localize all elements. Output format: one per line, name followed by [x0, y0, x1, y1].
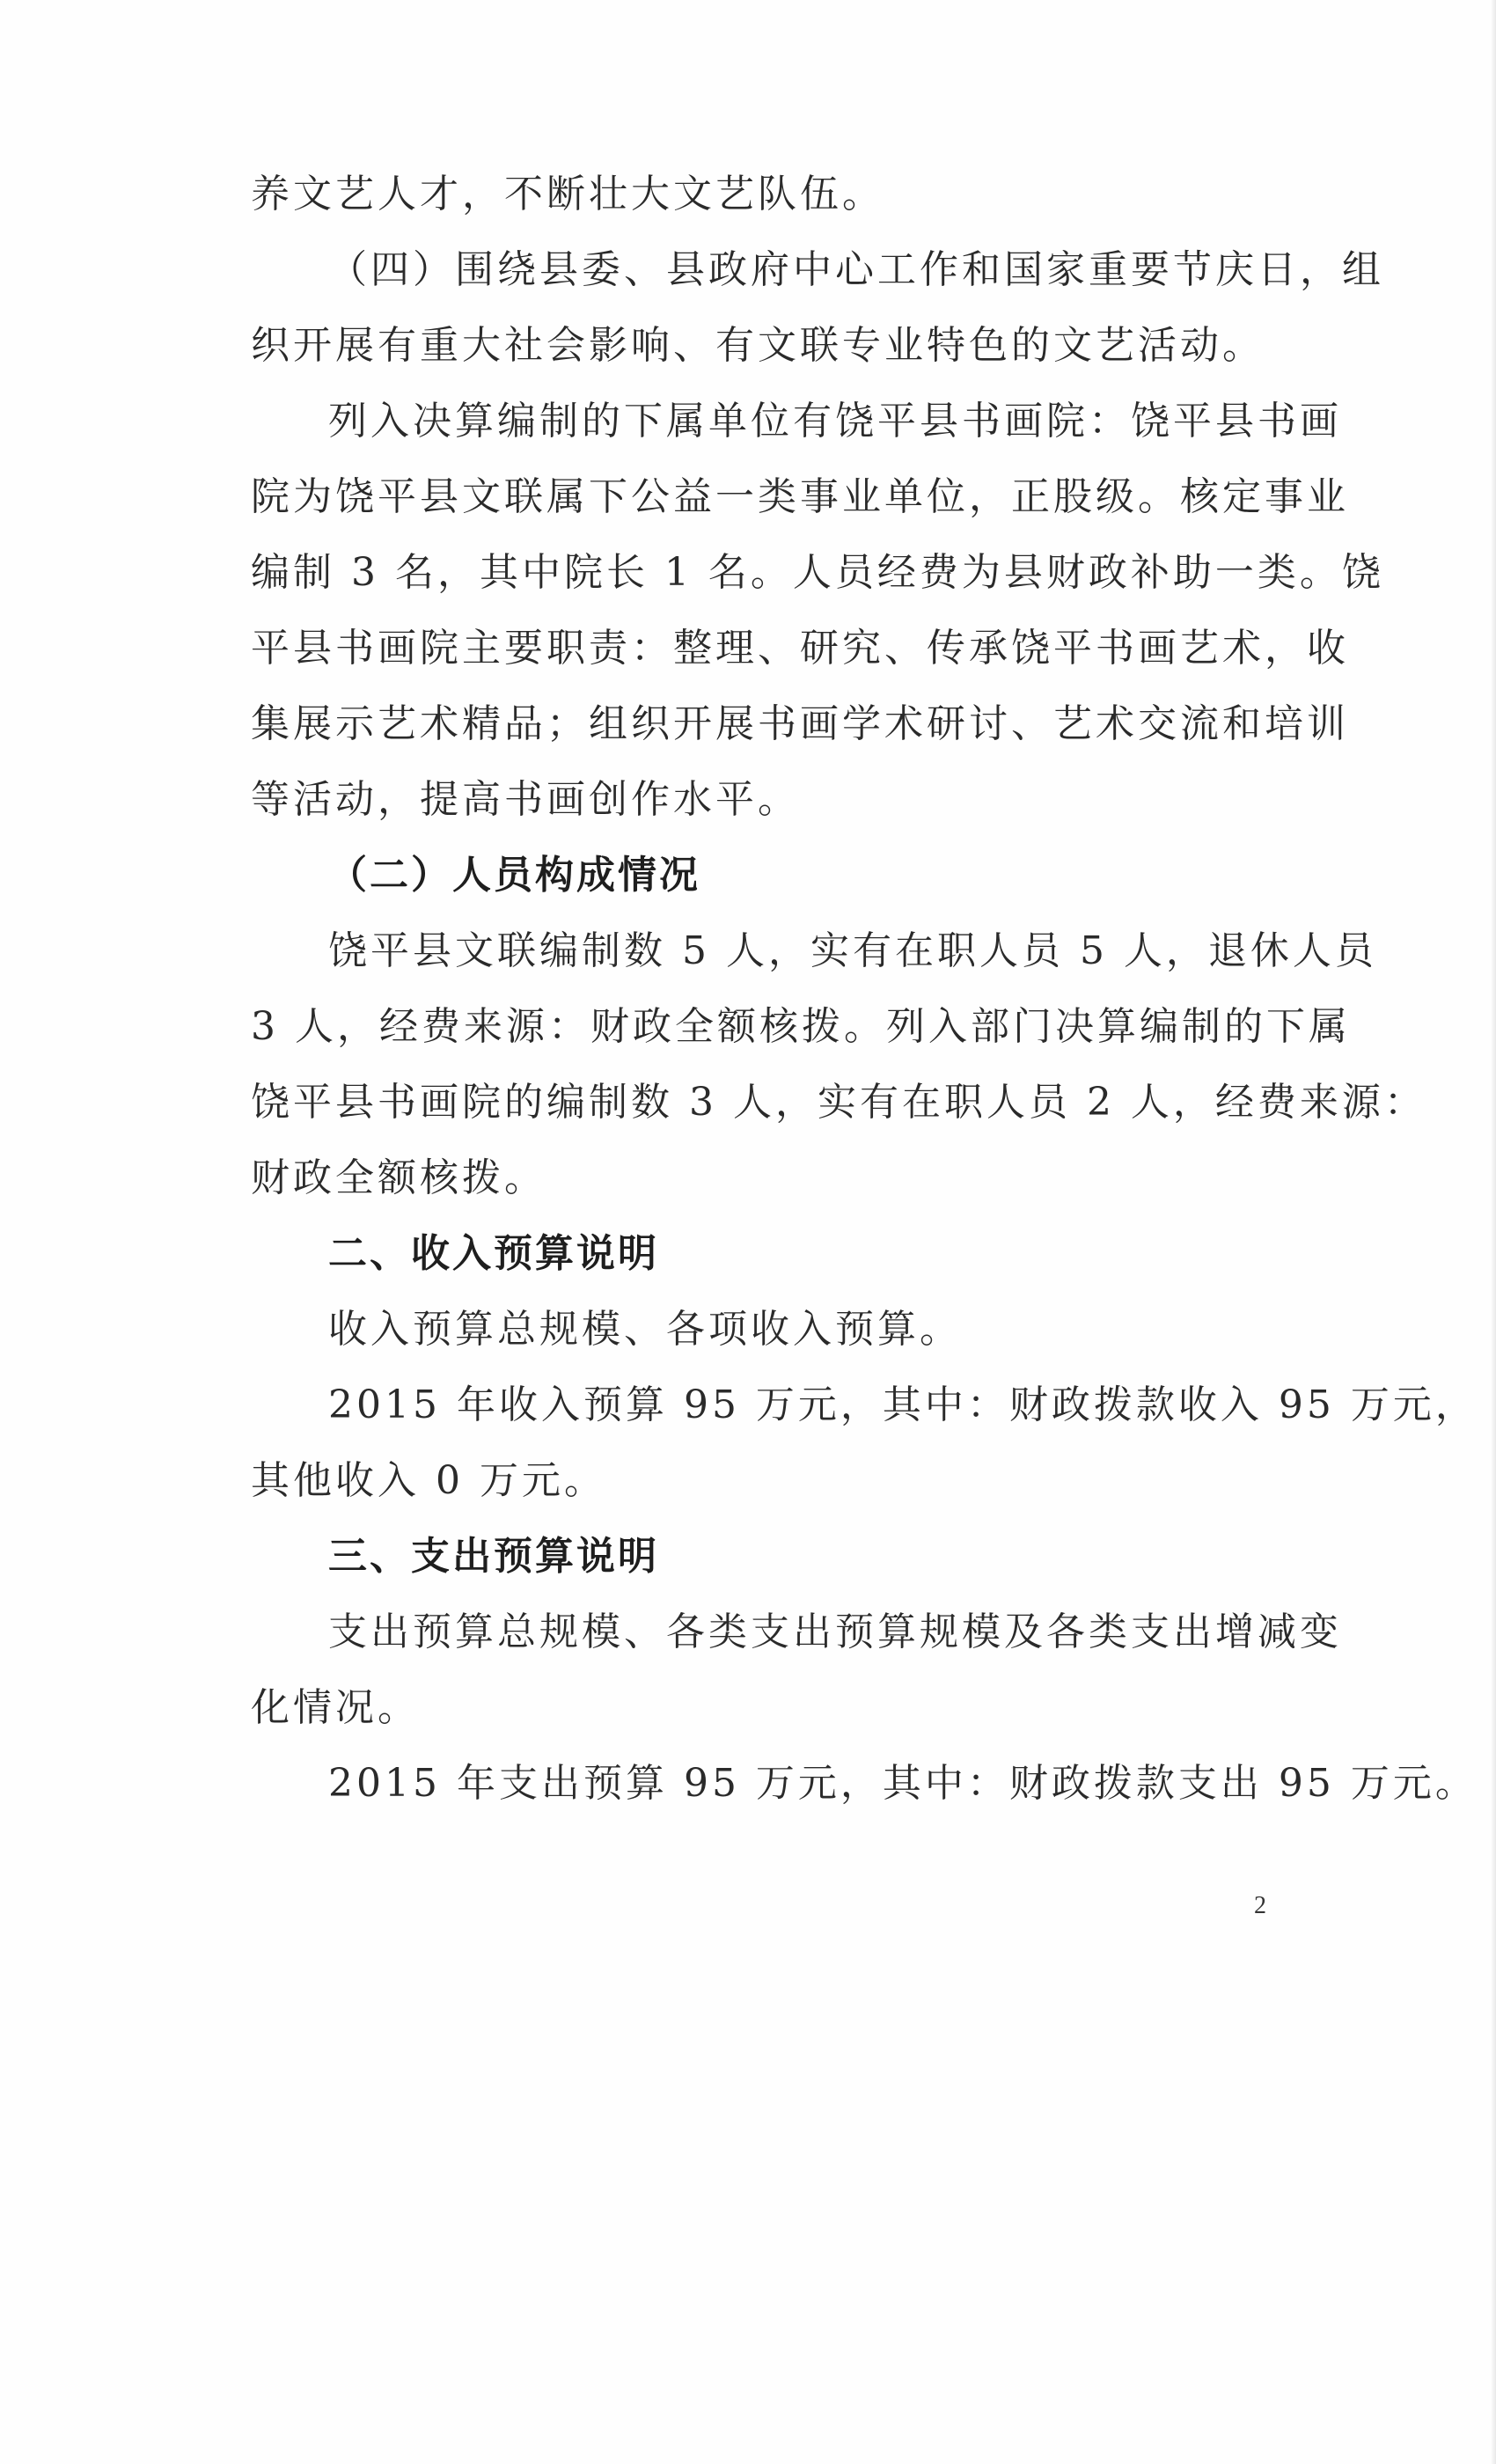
- section-heading: 二、收入预算说明: [328, 1231, 659, 1276]
- paragraph-line: 织开展有重大社会影响、有文联专业特色的文艺活动。: [251, 323, 1265, 368]
- paragraph-line: 养文艺人才，不断壮大文艺队伍。: [251, 172, 884, 216]
- paragraph-line: 财政全额核拨。: [251, 1155, 546, 1200]
- paragraph-line: 编制 3 名，其中院长 1 名。人员经费为县财政补助一类。饶: [251, 550, 1384, 595]
- paragraph-line: 列入决算编制的下属单位有饶平县书画院：饶平县书画: [328, 399, 1342, 444]
- paragraph-line: 收入预算总规模、各项收入预算。: [328, 1307, 962, 1352]
- paragraph-line: 2015 年支出预算 95 万元，其中：财政拨款支出 95 万元。: [328, 1761, 1478, 1806]
- paragraph-line: 其他收入 0 万元。: [251, 1458, 606, 1503]
- paragraph-line: 集展示艺术精品；组织开展书画学术研讨、艺术交流和培训: [251, 701, 1349, 746]
- paragraph-line: 等活动，提高书画创作水平。: [251, 777, 800, 822]
- paragraph-line: 3 人，经费来源：财政全额核拨。列入部门决算编制的下属: [251, 1004, 1351, 1049]
- page-number: 2: [1254, 1892, 1266, 1919]
- paragraph-line: 院为饶平县文联属下公益一类事业单位，正股级。核定事业: [251, 474, 1349, 519]
- section-heading: （二）人员构成情况: [328, 853, 700, 898]
- scan-edge: [1491, 0, 1496, 2464]
- section-heading: 三、支出预算说明: [328, 1534, 659, 1579]
- paragraph-line: （四）围绕县委、县政府中心工作和国家重要节庆日，组: [328, 247, 1384, 292]
- paragraph-line: 平县书画院主要职责：整理、研究、传承饶平书画艺术，收: [251, 626, 1349, 671]
- body-text: [251, 157, 1478, 1822]
- paragraph-line: 支出预算总规模、各类支出预算规模及各类支出增减变: [328, 1610, 1342, 1654]
- paragraph-line: 饶平县书画院的编制数 3 人，实有在职人员 2 人，经费来源：: [251, 1080, 1426, 1125]
- paragraph-line: 化情况。: [251, 1685, 420, 1730]
- paragraph-line: 饶平县文联编制数 5 人，实有在职人员 5 人，退休人员: [328, 928, 1377, 973]
- paragraph-line: 2015 年收入预算 95 万元，其中：财政拨款收入 95 万元，: [328, 1382, 1478, 1427]
